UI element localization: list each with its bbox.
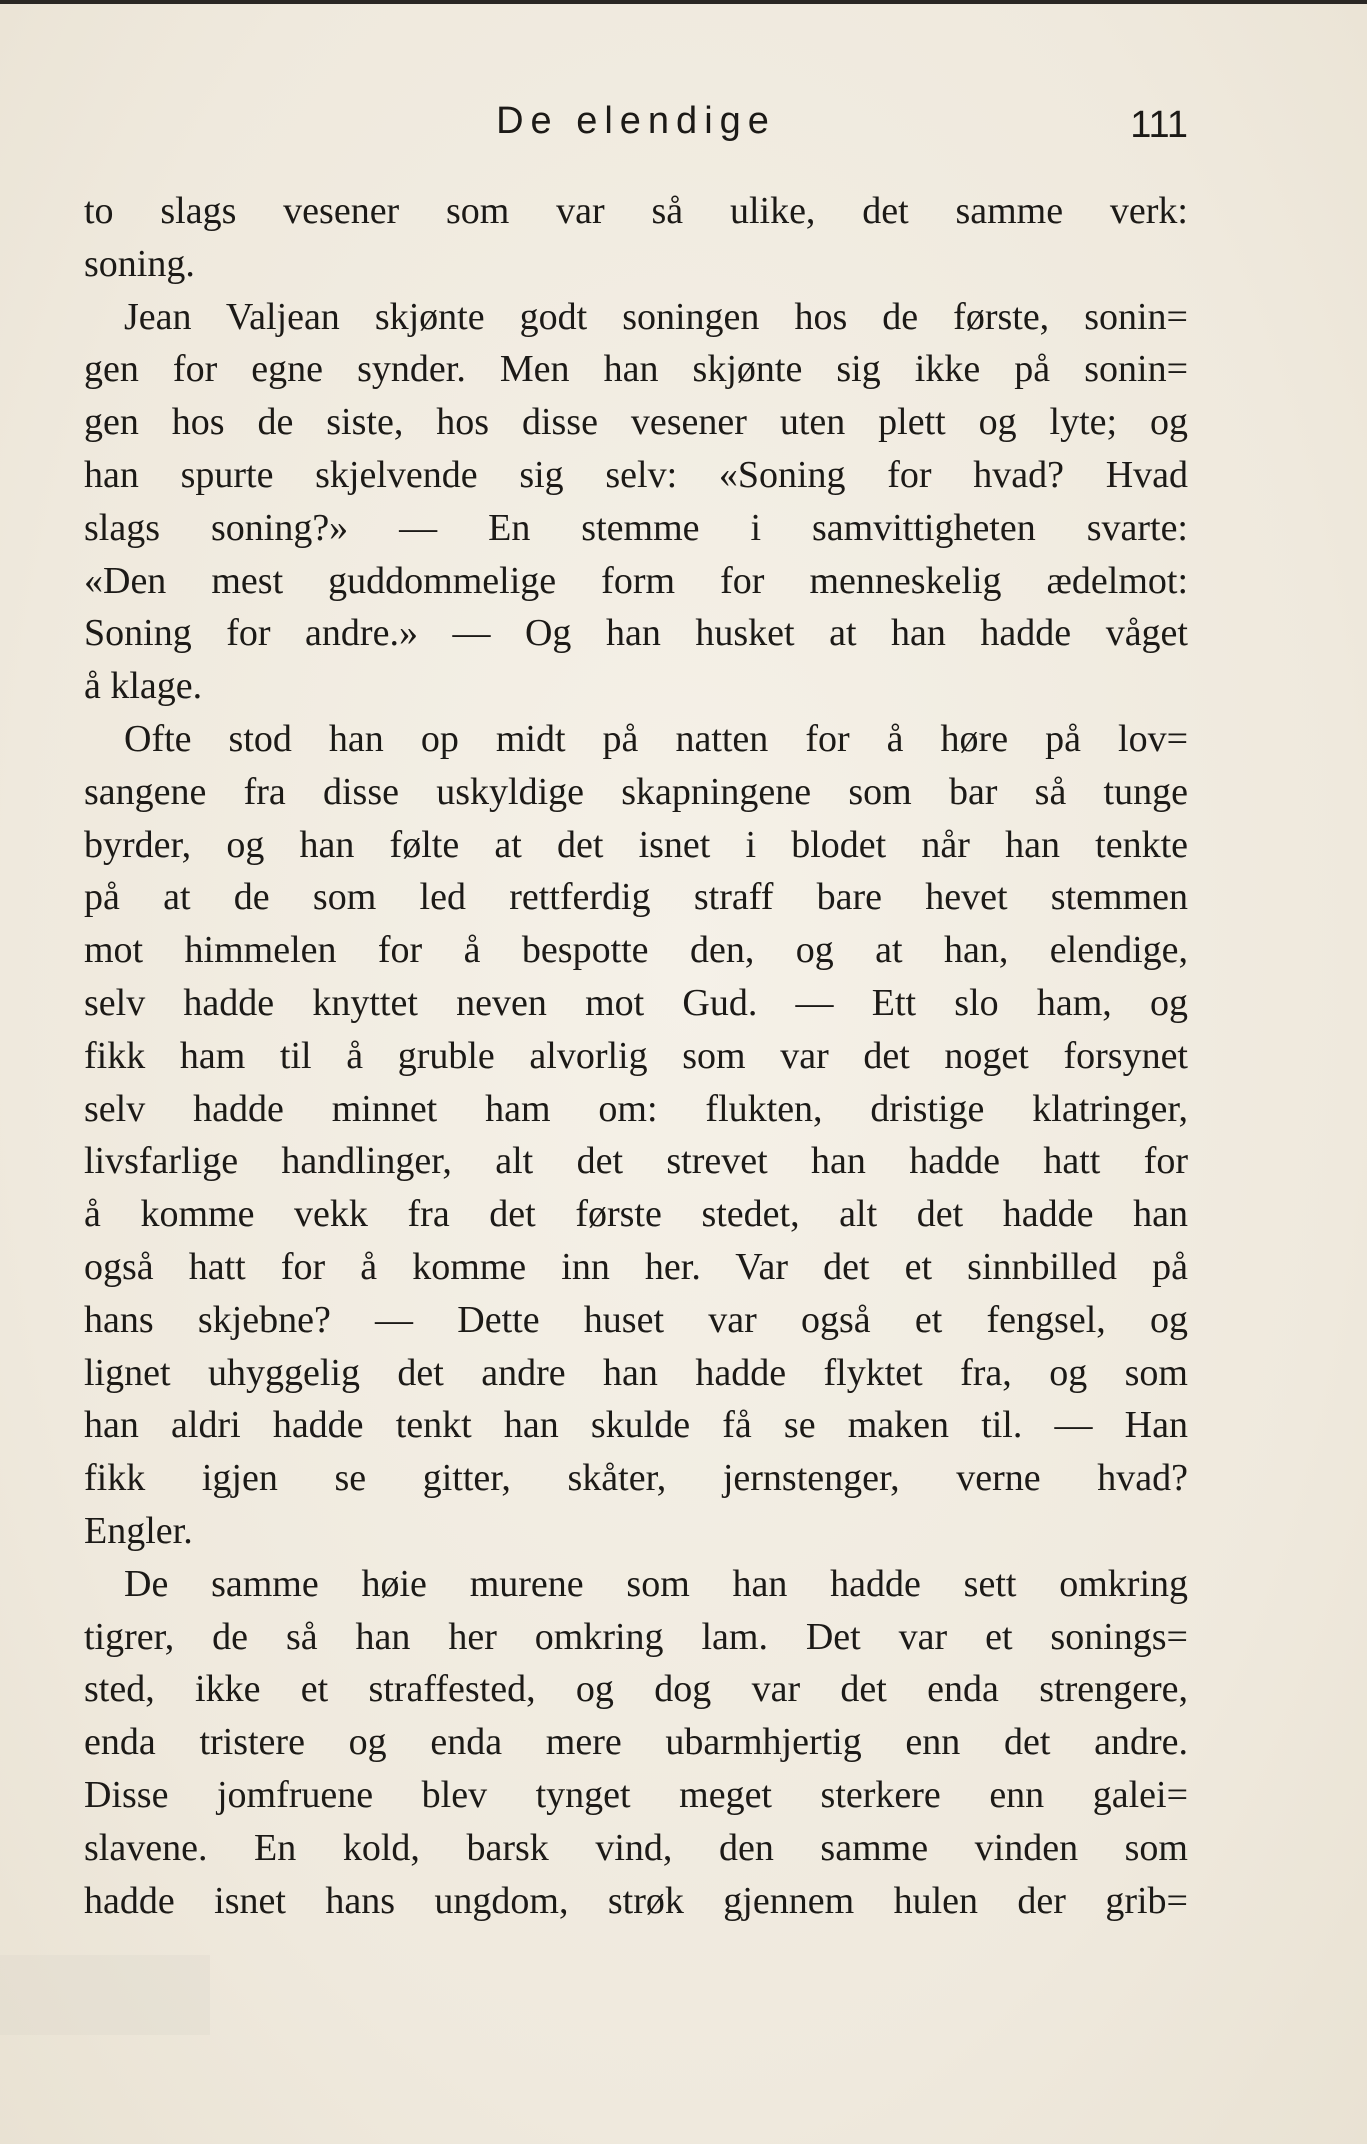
text-line: De samme høie murene som han hadde sett omkring <box>124 1562 1188 1605</box>
text-line: to slags vesener som var så ulike, det samme verk: <box>84 190 1188 232</box>
top-edge-border <box>0 0 1367 4</box>
text-line: han aldri hadde tenkt han skulde få se maken til. — Han <box>84 1404 1188 1447</box>
text-line: å komme vekk fra det første stedet, alt det hadde han <box>84 1193 1188 1236</box>
text-line: Jean Valjean skjønte godt soningen hos de første, sonin= <box>124 295 1188 338</box>
text-line: også hatt for å komme inn her. Var det et sinnbilled på <box>84 1245 1188 1288</box>
text-line: fikk ham til å gruble alvorlig som var det noget forsynet <box>84 1034 1188 1077</box>
text-line: byrder, og han følte at det isnet i blodet når han tenkte <box>84 823 1188 866</box>
text-line: hans skjebne? — Dette huset var også et fengsel, og <box>84 1298 1188 1341</box>
text-line: sted, ikke et straffested, og dog var det enda strengere, <box>84 1668 1188 1711</box>
page-header <box>84 100 1188 160</box>
running-title: De elendige <box>496 100 776 142</box>
text-line: slags soning?» — En stemme i samvittigheten svarte: <box>84 506 1188 549</box>
text-line: sangene fra disse uskyldige skapningene som bar så tunge <box>84 770 1188 813</box>
text-line: slavene. En kold, barsk vind, den samme vinden som <box>84 1826 1188 1869</box>
text-line: lignet uhyggelig det andre han hadde flyktet fra, og som <box>84 1351 1188 1394</box>
page-number: 111 <box>1130 104 1188 146</box>
text-line: livsfarlige handlinger, alt det strevet han hadde hatt for <box>84 1140 1188 1183</box>
text-line: selv hadde knyttet neven mot Gud. — Ett slo ham, og <box>84 981 1188 1024</box>
text-line: å klage. <box>84 665 203 708</box>
text-line: tigrer, de så han her omkring lam. Det var et sonings= <box>84 1615 1188 1658</box>
text-line: hadde isnet hans ungdom, strøk gjennem hulen der grib= <box>84 1879 1188 1922</box>
paper-smudge <box>0 1955 210 2035</box>
text-line: fikk igjen se gitter, skåter, jernstenger, verne hvad? <box>84 1457 1188 1500</box>
text-line: selv hadde minnet ham om: flukten, dristige klatringer, <box>84 1087 1188 1130</box>
text-line: gen for egne synder. Men han skjønte sig ikke på sonin= <box>84 348 1188 391</box>
text-line: Engler. <box>84 1509 193 1552</box>
text-line: Soning for andre.» — Og han husket at han hadde våget <box>84 612 1188 655</box>
body-text <box>84 185 1188 1927</box>
text-line: Ofte stod han op midt på natten for å høre på lov= <box>124 717 1188 760</box>
text-line: enda tristere og enda mere ubarmhjertig enn det andre. <box>84 1721 1188 1764</box>
text-line: på at de som led rettferdig straff bare hevet stemmen <box>84 876 1188 919</box>
text-line: soning. <box>84 242 195 285</box>
text-line: «Den mest guddommelige form for menneskelig ædelmot: <box>84 559 1188 602</box>
text-line: gen hos de siste, hos disse vesener uten plett og lyte; og <box>84 401 1188 444</box>
text-line: Disse jomfruene blev tynget meget sterkere enn galei= <box>84 1773 1188 1816</box>
text-line: mot himmelen for å bespotte den, og at han, elendige, <box>84 929 1188 972</box>
text-line: han spurte skjelvende sig selv: «Soning for hvad? Hvad <box>84 453 1188 496</box>
